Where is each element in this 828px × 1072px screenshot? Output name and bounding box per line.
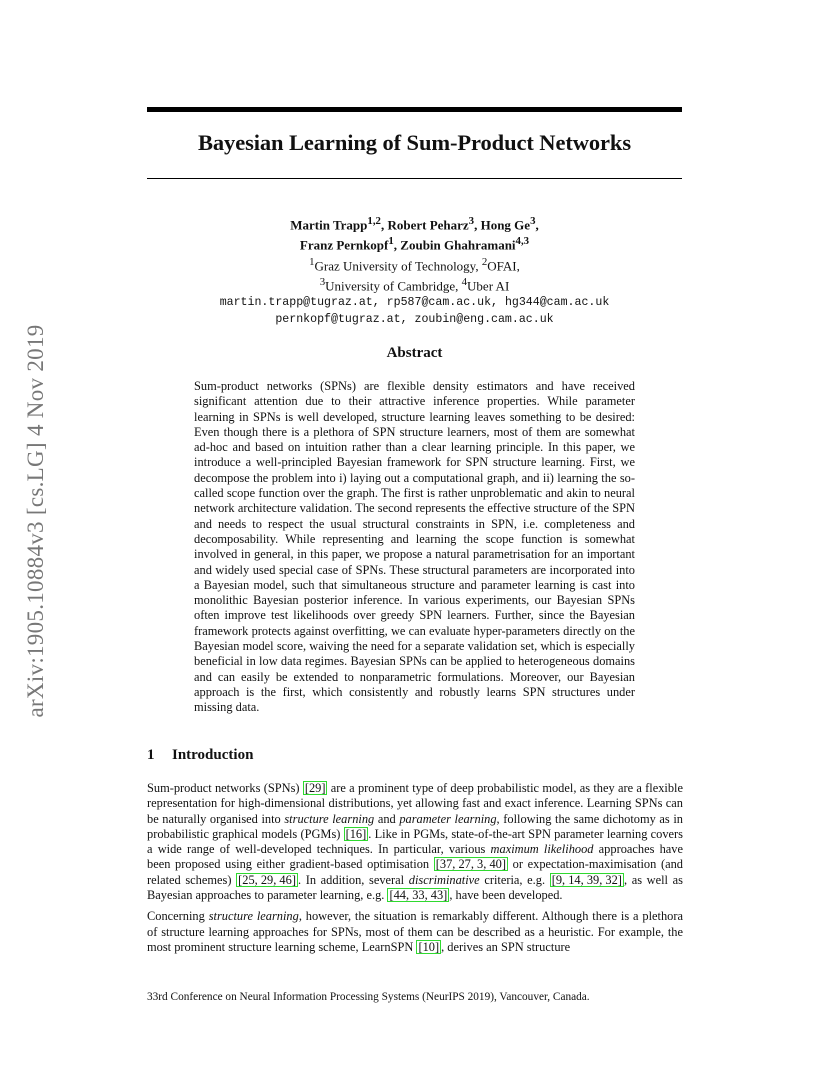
author-emails-line-1: martin.trapp@tugraz.at, rp587@cam.ac.uk, hg344@cam.ac.uk bbox=[219, 296, 610, 310]
text-run: , have been developed. bbox=[449, 888, 563, 903]
title-bottom-rule bbox=[147, 178, 682, 179]
author-affiliation-mark: 4,3 bbox=[515, 235, 530, 248]
citation-link[interactable]: [16] bbox=[345, 826, 367, 841]
author-affiliation-mark: 3 bbox=[468, 215, 475, 227]
paragraph bbox=[147, 909, 683, 955]
abstract-text: Sum-product networks (SPNs) are flexible density estimators and have received significant attention due to their attractive inference properties. While parameter learning in SPNs is well developed, structure learning leaves something to be desired: Even though there is a plethora of SPN structure learners, most of them are somewhat ad-hoc and based on intuition rather than a clear learning principle. In this paper, we introduce a well-principled Bayesian framework for SPN structure learning. First, we decompose the problem into i) laying out a computational graph, and ii) learning the so-called scope function over the graph. The first is rather unproblematic and akin to neural network architecture validation. The second represents the effective structure of the SPN and needs to respect the usual structural constraints in SPN, i.e. completeness and decomposability. While representing and learning the scope function is somewhat involved in general, in this paper, we propose a natural parametrisation for an important and widely used special case of SPNs. These structural parameters are incorporated into a Bayesian model, such that simultaneous structure and parameter learning is cast into monolithic Bayesian posterior inference. In various experiments, our Bayesian SPNs often improve test likelihoods over greedy SPN learners. Further, since the Bayesian framework protects against overfitting, we can evaluate hyper-parameters directly on the Bayesian model score, waiving the need for a separate validation set, which is especially beneficial in low data regimes. Bayesian SPNs can be applied to heterogeneous domains and can easily be extended to nonparametric formulations. Moreover, our Bayesian approach is the first, which consistently and robustly learns SPN structures under missing data. bbox=[194, 379, 635, 715]
author-block bbox=[147, 213, 682, 328]
emphasis: discriminative bbox=[408, 872, 480, 887]
abstract-heading: Abstract bbox=[386, 345, 443, 361]
text-run: are a prominent type of deep probabilistic model, as they are a flexible representation for high-dimensional distributions, yet allowing fast and exact inference. Learning SPNs can be naturally organised into bbox=[147, 781, 683, 826]
text-run: . Like in PGMs, state-of-the-art SPN parameter learning covers a wide range of well-developed techniques. In particular, various bbox=[147, 826, 683, 857]
affiliation-mark: 3 bbox=[319, 275, 326, 288]
citation-link[interactable]: [44, 33, 43] bbox=[389, 888, 448, 903]
text-run: criteria, e.g. bbox=[479, 872, 550, 887]
author-affiliation-mark: 3 bbox=[530, 215, 536, 227]
emphasis: structure learning bbox=[208, 909, 299, 924]
text-run: or expectation-maximisation (and related schemes) bbox=[147, 857, 683, 887]
text-run: Sum-product networks (SPNs) bbox=[147, 781, 303, 795]
section-heading-introduction bbox=[147, 747, 253, 764]
affiliation: OFAI, bbox=[487, 257, 520, 273]
affiliation: Graz University of Technology, bbox=[314, 257, 482, 273]
text-run: , derives an SPN structure bbox=[441, 939, 571, 954]
author-line-2: Franz Pernkopf$^1$, Zoubin Ghahramani$^{4,3}$ bbox=[299, 235, 530, 253]
author-affiliation-mark: 1 bbox=[388, 235, 394, 248]
introduction-body bbox=[147, 781, 683, 961]
section-title: Introduction bbox=[172, 747, 254, 763]
author-affiliation-mark: 1,2 bbox=[367, 215, 381, 227]
text-run: Concerning bbox=[147, 909, 209, 924]
author-name: Martin Trapp bbox=[290, 217, 368, 233]
citation-link[interactable]: [29] bbox=[304, 781, 326, 795]
text-run: . In addition, several bbox=[297, 872, 409, 887]
text-run: approaches have been proposed using either gradient-based optimisation bbox=[147, 842, 683, 872]
author-name: Robert Peharz bbox=[387, 217, 469, 233]
affiliation-mark: 4 bbox=[461, 275, 468, 288]
text-run: , however, the situation is remarkably different. Although there is a plethora of structure learning approaches for SPNs, most of them can be described as a heuristic. For example, the most prominent structure learning scheme, LearnSPN bbox=[147, 909, 683, 954]
arxiv-identifier: arXiv:1905.10884v3 [cs.LG] 4 Nov 2019 bbox=[23, 324, 48, 718]
author-emails-line-2: pernkopf@tugraz.at, zoubin@eng.cam.ac.uk bbox=[275, 313, 554, 327]
citation-link[interactable]: [25, 29, 46] bbox=[238, 872, 296, 887]
paper-title: Bayesian Learning of Sum-Product Networks bbox=[198, 130, 631, 155]
author-name: Zoubin Ghahramani bbox=[400, 237, 516, 253]
citation-link[interactable]: [37, 27, 3, 40] bbox=[435, 857, 506, 872]
emphasis: structure learning bbox=[284, 811, 375, 826]
paragraph bbox=[147, 781, 683, 903]
conference-footnote: 33rd Conference on Neural Information Processing Systems (NeurIPS 2019), Vancouver, Canada. bbox=[147, 991, 590, 1003]
citation-link[interactable]: [10] bbox=[418, 939, 440, 954]
emphasis: maximum likelihood bbox=[490, 842, 594, 857]
affiliation-mark: 2 bbox=[481, 255, 488, 268]
affiliation-mark: 1 bbox=[309, 255, 315, 268]
emphasis: parameter learning bbox=[399, 811, 497, 826]
author-name: Franz Pernkopf bbox=[299, 237, 389, 253]
text-run: , following the same dichotomy as in probabilistic graphical models (PGMs) bbox=[147, 811, 683, 841]
author-name: Hong Ge bbox=[480, 217, 531, 233]
author-line-1: Martin Trapp$^{1,2}$, Robert Peharz$^3$, Hong Ge$^3$, bbox=[290, 215, 539, 233]
affiliation: Uber AI bbox=[467, 278, 510, 294]
citation-link[interactable]: [9, 14, 39, 32] bbox=[551, 872, 622, 887]
section-number: 1 bbox=[147, 747, 155, 763]
affiliation-line-2 bbox=[147, 274, 682, 294]
title-top-rule bbox=[147, 107, 682, 112]
text-run: and bbox=[374, 811, 400, 826]
affiliation: University of Cambridge, bbox=[325, 278, 462, 294]
affiliation-line-1 bbox=[147, 254, 682, 274]
text-run: , as well as Bayesian approaches to parameter learning, e.g. bbox=[147, 872, 683, 903]
